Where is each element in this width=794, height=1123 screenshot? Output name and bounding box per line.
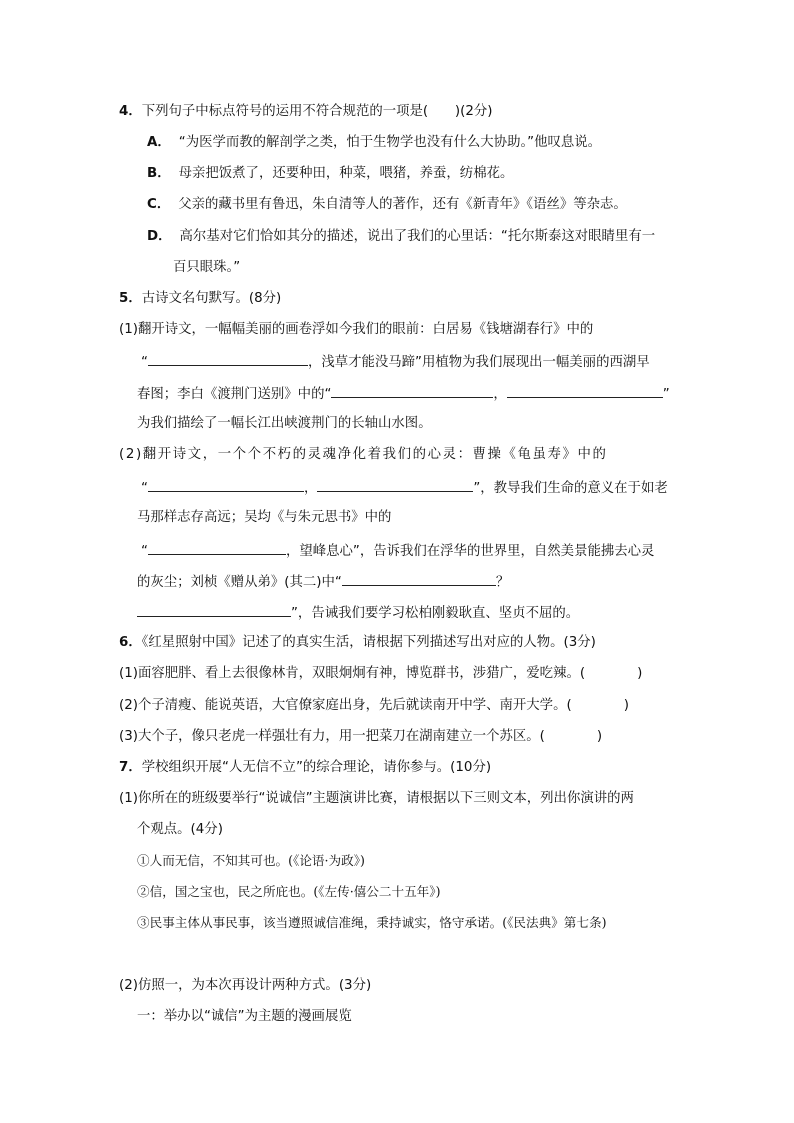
q6-stem-text: 《红星照射中国》记述了的真实生活，请根据下列描述写出对应的人物。(3分) — [141, 635, 596, 650]
q7-part1-line2: 个观点。(4分) — [137, 822, 223, 837]
q4-option-a-letter: A． — [147, 135, 171, 150]
q5-p2-open-quote: “ — [141, 481, 148, 496]
q5-blank-7[interactable] — [342, 571, 496, 586]
q5-blank-1[interactable] — [148, 351, 308, 366]
q4-option-a-text: “为医学而教的解剖学之类，怕于生物学也没有什么大协助。”他叹息说。 — [178, 135, 602, 150]
q5-p1-line3-comma: ， — [493, 387, 507, 402]
q6-number: 6． — [119, 635, 142, 650]
q7-stem — [119, 758, 491, 778]
q4-option-c — [147, 195, 627, 215]
q5-p2-comma: ， — [303, 481, 318, 496]
q5-part2-line3: 马那样志存高远；吴均《与朱元思书》中的 — [137, 510, 392, 525]
q4-option-c-letter: C． — [147, 197, 171, 212]
q6-item-1-text: (1)面容肥胖、看上去很像林肯，双眼炯炯有神，博览群书，涉猎广，爱吃辣。( — [119, 666, 586, 681]
q4-option-c-text: 父亲的藏书里有鲁迅，朱自清等人的著作，还有《新青年》《语丝》等杂志。 — [178, 197, 627, 212]
q5-p2-line5-text: 的灰尘；刘桢《赠从弟》(其二)中“ — [137, 575, 342, 590]
q4-option-b — [147, 164, 513, 184]
q4-stem — [119, 102, 493, 122]
q5-p2-line5-question: ？ — [495, 575, 510, 590]
q7-part2-line2: 一：举办以“诚信”为主题的漫画展览 — [137, 1009, 352, 1024]
q6-stem — [119, 633, 596, 653]
q5-stem — [119, 289, 281, 309]
q4-option-d — [147, 227, 655, 247]
q7-part1-line1: (1)你所在的班级要举行“说诚信”主题演讲比赛，请根据以下三则文本，列出你演讲的两 — [119, 791, 634, 806]
q5-part2-line1: (2)翻开诗文，一个个不朽的灵魂净化着我们的心灵：曹操《龟虽寿》中的 — [119, 447, 608, 462]
q5-blank-5[interactable] — [317, 477, 473, 492]
q6-item-3-close: ) — [596, 729, 603, 744]
q7-number: 7． — [119, 760, 142, 775]
q5-part2-line6 — [137, 602, 579, 624]
q4-option-b-text: 母亲把饭煮了，还要种田，种菜，喂猪，养蚕，纺棉花。 — [178, 166, 514, 181]
q5-p1-line3-text: 春图；李白《渡荆门送别》中的“ — [137, 387, 332, 402]
q5-stem-text: 古诗文名句默写。(8分) — [141, 291, 282, 306]
q6-item-2 — [119, 696, 629, 716]
q7-quote-2: ②信，国之宝也，民之所庇也。(《左传·僖公二十五年》) — [137, 884, 441, 899]
q5-p1-line2-text: ，浅草才能没马蹄”用植物为我们展现出一幅美丽的西湖早 — [307, 355, 650, 370]
q4-option-d-text: 高尔基对它们恰如其分的描述，说出了我们的心里话：“托尔斯泰这对眼睛里有一 — [179, 229, 656, 244]
q6-item-1 — [119, 664, 642, 684]
q5-blank-8[interactable] — [137, 602, 291, 617]
q5-blank-4[interactable] — [148, 477, 304, 492]
q5-blank-6[interactable] — [148, 540, 286, 555]
q5-p1-open-quote: “ — [141, 355, 148, 370]
q5-part1-line3 — [137, 383, 670, 405]
q4-number: 4． — [119, 104, 142, 119]
q5-p2-line4-text: ，望峰息心”，告诉我们在浮华的世界里，自然美景能拂去心灵 — [285, 544, 655, 559]
q4-option-a — [147, 133, 601, 153]
q6-item-1-close: ) — [637, 666, 643, 681]
q7-quote-1: ①人而无信，不知其可也。(《论语·为政》) — [137, 853, 365, 868]
q6-item-2-close: ) — [623, 698, 629, 713]
q6-item-3 — [119, 727, 602, 747]
q5-blank-3[interactable] — [507, 383, 663, 398]
q7-stem-text: 学校组织开展“人无信不立”的综合理论，请你参与。(10分) — [141, 760, 492, 775]
q7-part2-line1: (2)仿照一，为本次再设计两种方式。(3分) — [119, 978, 372, 993]
q7-quote-3: ③民事主体从事民事，该当遵照诚信准绳，秉持诚实，恪守承诺。(《民法典》第七条) — [137, 915, 607, 930]
q5-p1-line3-close-quote: ” — [662, 387, 670, 402]
q5-part2-line4 — [141, 540, 654, 562]
q4-option-b-letter: B． — [147, 166, 171, 181]
q4-stem-text: 下列句子中标点符号的运用不符合规范的一项是( )(2分) — [141, 104, 493, 119]
q5-part1-line1: (1)翻开诗文，一幅幅美丽的画卷浮如今我们的眼前：白居易《钱塘湖春行》中的 — [119, 322, 594, 337]
q5-number: 5． — [119, 291, 142, 306]
q5-part2-line5 — [137, 571, 509, 593]
q6-item-3-text: (3)大个子，像只老虎一样强壮有力，用一把菜刀在湖南建立一个苏区。( — [119, 729, 545, 744]
q5-part1-line4: 为我们描绘了一幅长江出峡渡荆门的长轴山水图。 — [137, 416, 432, 431]
q5-part2-line2 — [141, 477, 668, 499]
q6-item-2-text: (2)个子清瘦、能说英语，大官僚家庭出身，先后就读南开中学、南开大学。( — [119, 698, 572, 713]
q4-option-d-continued: 百只眼珠。” — [173, 260, 241, 275]
q5-blank-2[interactable] — [331, 383, 493, 398]
q5-part1-line2 — [141, 351, 650, 373]
q5-p2-line2-text: ”，教导我们生命的意义在于如老 — [473, 481, 668, 496]
q5-p2-line4-quote: “ — [141, 544, 148, 559]
q4-option-d-letter: D． — [147, 229, 172, 244]
q5-p2-line6-text: ”，告诫我们要学习松柏刚毅耿直、坚贞不屈的。 — [291, 606, 580, 621]
